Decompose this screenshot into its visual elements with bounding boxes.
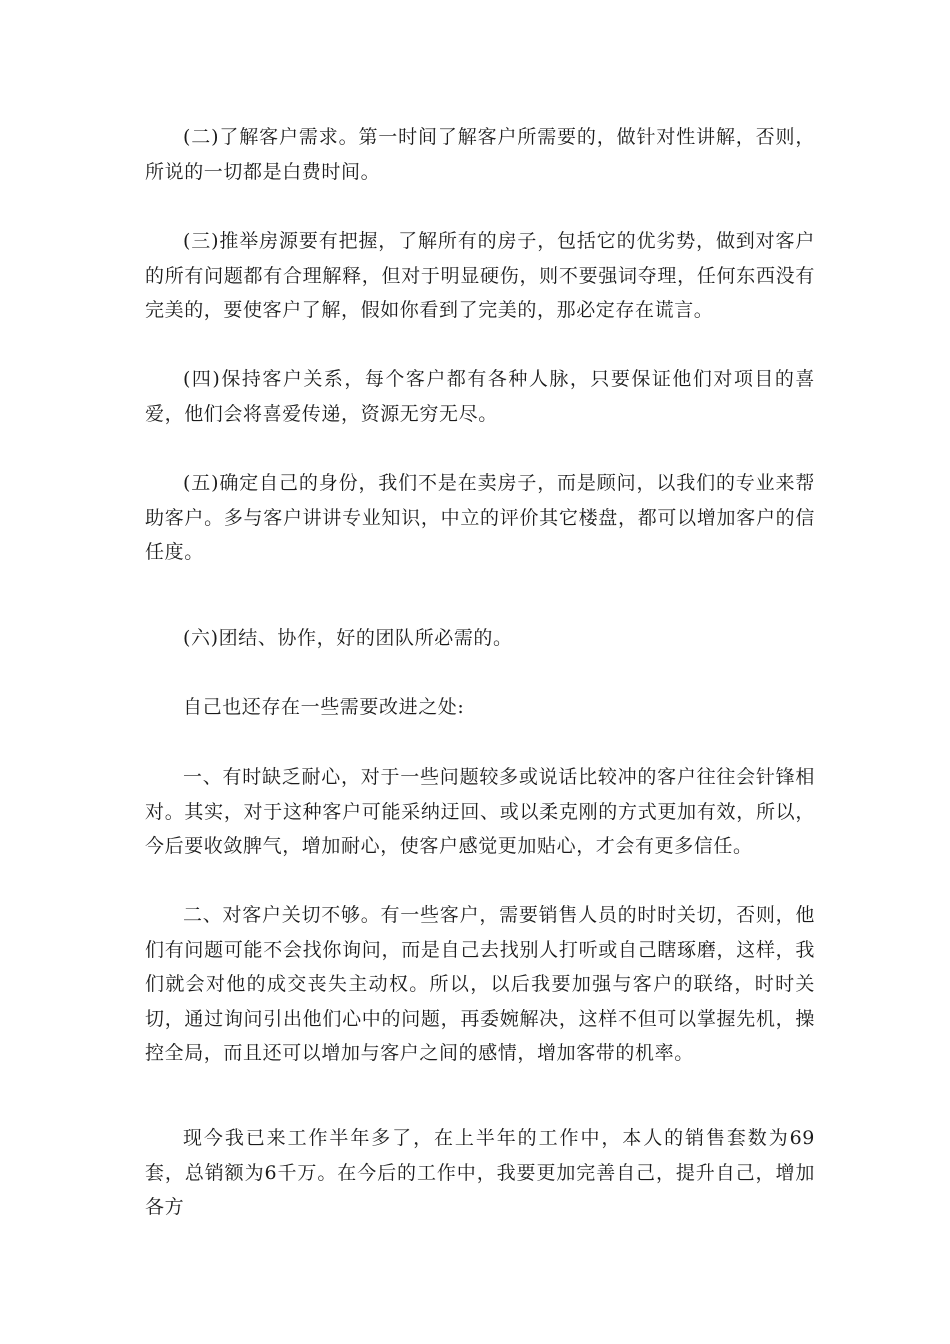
- paragraph-understand-needs: (二)了解客户需求。第一时间了解客户所需要的，做针对性讲解，否则，所说的一切都是白费时间。: [145, 126, 815, 183]
- paragraph-insufficient-care: 二、对客户关切不够。有一些客户，需要销售人员的时时关切，否则，他们有问题可能不会找你询问，而是自己去找别人打听或自己瞎琢磨，这样，我们就会对他的成交丧失主动权。所以，以后我要加强与客户的联络，时时关切，通过询问引出他们心中的问题，再委婉解决，这样不但可以掌握先机，操控全局，而且还可以增加与客户之间的感情，增加客带的机率。: [145, 904, 815, 1064]
- paragraph-recommend-listings: (三)推举房源要有把握，了解所有的房子，包括它的优劣势，做到对客户的所有问题都有合理解释，但对于明显硬伤，则不要强词夺理，任何东西没有完美的，要使客户了解，假如你看到了完美的，那必定存在谎言。: [145, 230, 815, 321]
- paragraph-maintain-relations: (四)保持客户关系，每个客户都有各种人脉，只要保证他们对项目的喜爱，他们会将喜爱传递，资源无穷无尽。: [145, 368, 815, 425]
- paragraph-teamwork: (六)团结、协作，好的团队所必需的。: [183, 627, 513, 649]
- paragraph-define-identity: (五)确定自己的身份，我们不是在卖房子，而是顾问，以我们的专业来帮助客户。多与客户讲讲专业知识，中立的评价其它楼盘，都可以增加客户的信任度。: [145, 472, 815, 563]
- paragraph-half-year-summary: 现今我已来工作半年多了，在上半年的工作中，本人的销售套数为69套，总销额为6千万。在今后的工作中，我要更加完善自己，提升自己，增加各方: [145, 1127, 815, 1218]
- paragraph-improvements-intro: 自己也还存在一些需要改进之处:: [183, 696, 465, 718]
- paragraph-lack-patience: 一、有时缺乏耐心，对于一些问题较多或说话比较冲的客户往往会针锋相对。其实，对于这种客户可能采纳迂回、或以柔克刚的方式更加有效，所以，今后要收敛脾气，增加耐心，使客户感觉更加贴心，才会有更多信任。: [145, 766, 815, 857]
